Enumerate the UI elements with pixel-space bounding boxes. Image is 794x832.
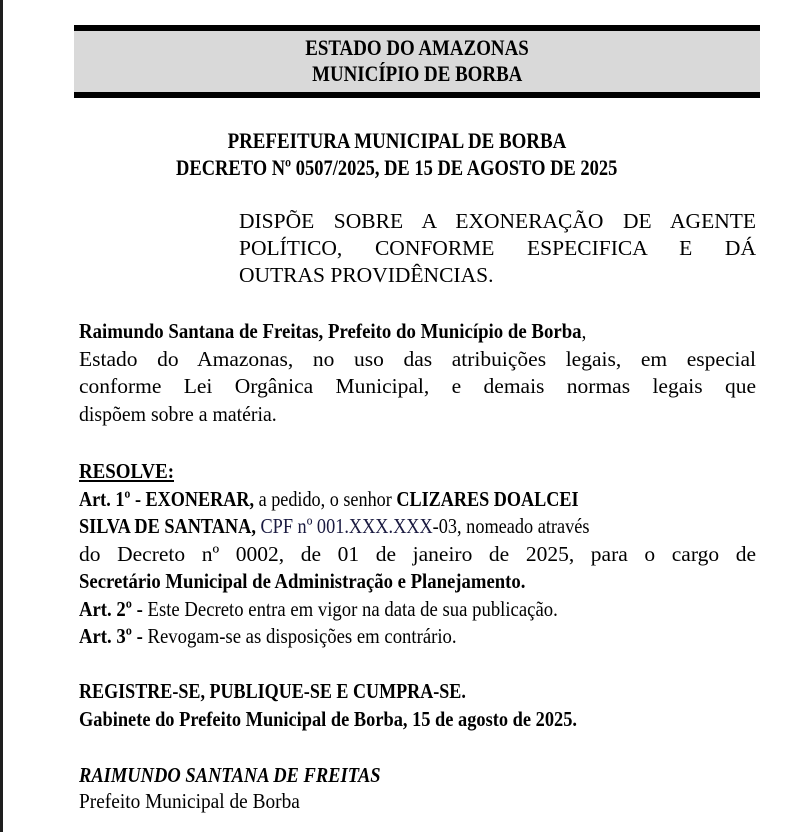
ementa xyxy=(239,208,756,289)
ementa-line: DISPÕE SOBRE A EXONERAÇÃO DE AGENTE xyxy=(239,209,756,233)
art2-text: Este Decreto entra em vigor na data de sua publicação. xyxy=(142,596,558,621)
art1-line-1 xyxy=(79,486,756,514)
title-decreto xyxy=(0,154,794,181)
preamble-line-3: conforme Lei Orgânica Municipal, e demais normas legais que xyxy=(79,374,756,398)
art1-name-2: SILVA DE SANTANA, xyxy=(79,514,256,538)
preamble xyxy=(79,318,756,428)
closing-gabinete: Gabinete do Prefeito Municipal de Borba, 15 de agosto de 2025. xyxy=(79,706,578,731)
resolve-section xyxy=(79,458,756,651)
closing-line-2 xyxy=(79,706,756,734)
preamble-line-4-text: dispõem sobre a matéria. xyxy=(79,401,277,426)
header-state-text: ESTADO DO AMAZONAS xyxy=(305,35,529,60)
art1-label: Art. 1º - EXONERAR, xyxy=(79,486,255,511)
art2-label: Art. 2º - xyxy=(79,596,143,621)
resolve-heading: RESOLVE: xyxy=(79,459,174,483)
art1-line-4 xyxy=(79,568,756,596)
art1-line-3: do Decreto nº 0002, de 01 de janeiro de 2025, para o cargo de xyxy=(79,541,756,566)
title-prefeitura-text: PREFEITURA MUNICIPAL DE BORBA xyxy=(227,128,567,153)
signature-role-line xyxy=(79,788,324,815)
ementa-line: POLÍTICO, CONFORME ESPECIFICA E DÁ xyxy=(239,236,756,260)
closing-registre: REGISTRE-SE, PUBLIQUE-SE E CUMPRA-SE. xyxy=(79,679,466,703)
header-state xyxy=(74,35,760,61)
art3-text: Revogam-se as disposições em contrário. xyxy=(142,624,457,648)
mayor-name-title: Raimundo Santana de Freitas, Prefeito do Município de Borba xyxy=(79,319,582,343)
art1-text-2: -03, nomeado através xyxy=(432,514,590,538)
preamble-line-4 xyxy=(79,401,756,429)
header-municipality xyxy=(74,61,760,87)
signature-name-line xyxy=(79,762,430,789)
signature-role: Prefeito Municipal de Borba xyxy=(79,789,300,813)
title-prefeitura xyxy=(0,127,794,154)
comma: , xyxy=(581,319,587,343)
art2-line xyxy=(79,596,756,624)
art1-name-1: CLIZARES DOALCEI xyxy=(396,486,579,511)
art1-cpf: CPF nº 001.XXX.XXX xyxy=(255,514,433,538)
title-decreto-text: DECRETO Nº 0507/2025, DE 15 DE AGOSTO DE 2025 xyxy=(176,155,618,180)
art3-line xyxy=(79,623,756,651)
closing xyxy=(79,678,756,733)
window-edge xyxy=(0,0,3,832)
preamble-line-1 xyxy=(79,318,756,346)
art1-text-1: a pedido, o senhor xyxy=(254,486,397,511)
ementa-line: OUTRAS PROVIDÊNCIAS. xyxy=(239,263,494,287)
art1-cargo: Secretário Municipal de Administração e Planejamento. xyxy=(79,569,526,593)
resolve-heading-line xyxy=(79,458,756,486)
art3-label: Art. 3º - xyxy=(79,624,143,648)
preamble-line-2: Estado do Amazonas, no uso das atribuições legais, em especial xyxy=(79,346,756,371)
document-header-box xyxy=(74,25,760,98)
art1-line-2 xyxy=(79,513,756,541)
closing-line-1 xyxy=(79,678,756,706)
header-municipality-text: MUNICÍPIO DE BORBA xyxy=(311,61,523,86)
signature-name: RAIMUNDO SANTANA DE FREITAS xyxy=(79,763,381,787)
